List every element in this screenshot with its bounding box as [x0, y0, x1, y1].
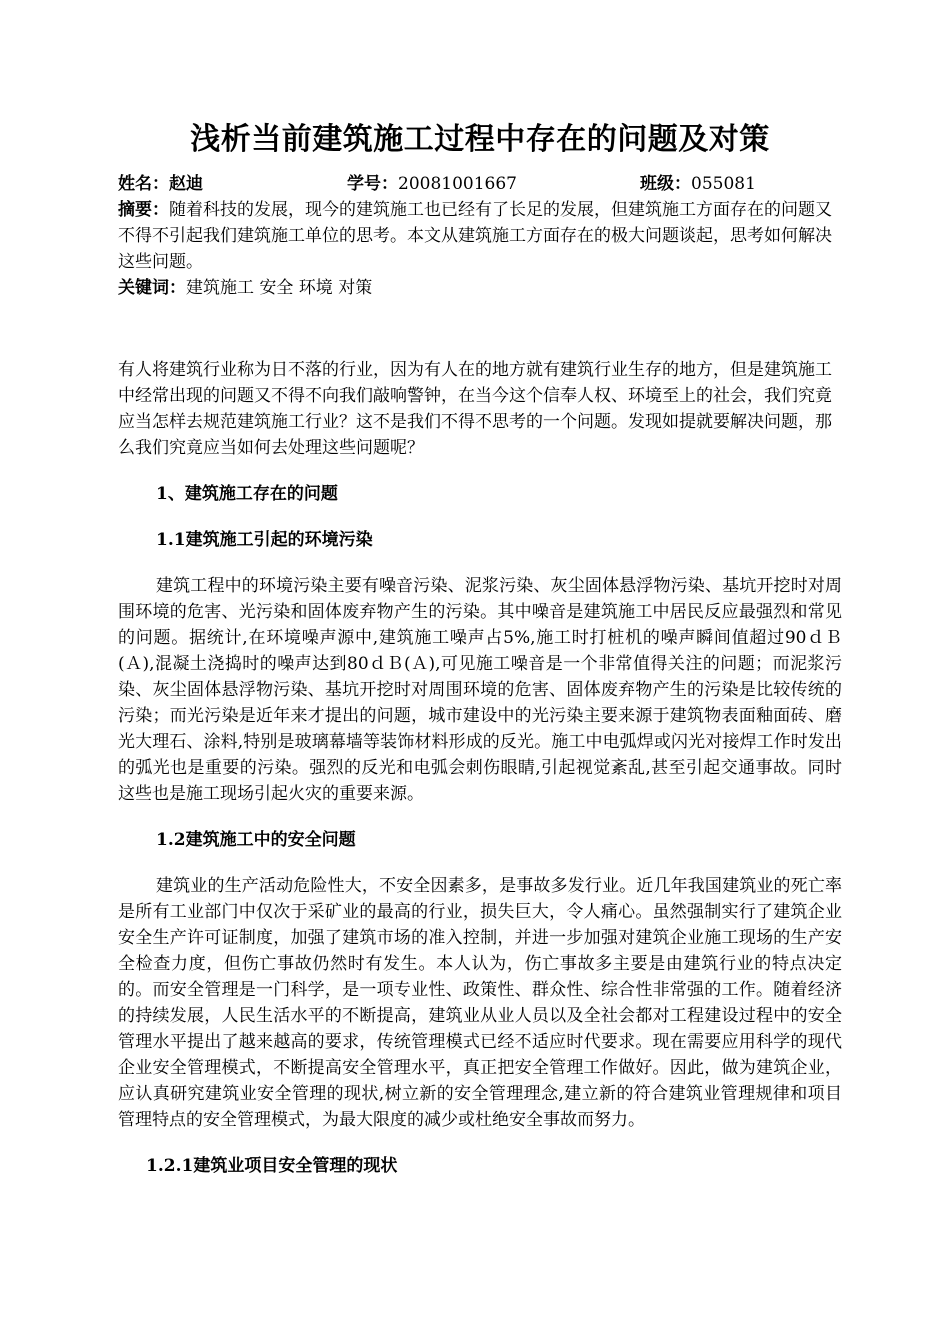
keywords: [118, 275, 842, 301]
section-1-1-heading: 1.1建筑施工引起的环境污染: [156, 530, 373, 550]
section-1-heading: 1、建筑施工存在的问题: [156, 484, 338, 504]
abstract-label: 摘要：: [118, 200, 169, 220]
intro-paragraph: 有人将建筑行业称为日不落的行业，因为有人在的地方就有建筑行业生存的地方，但是建筑施工中经常出现的问题又不得不向我们敲响警钟，在当今这个信奉人权、环境至上的社会，我们究竟应当怎样去规范建筑施工行业？这不是我们不得不思考的一个问题。发现如提就要解决问题，那么我们究竟应当如何去处理这些问题呢？: [118, 360, 832, 458]
keywords-text: 建筑施工 安全 环境 对策: [186, 278, 373, 298]
author-info-row: [118, 171, 842, 197]
class-value: 055081: [691, 174, 756, 194]
student-id-value: 20081001667: [398, 174, 517, 194]
section-1-1-paragraph: 建筑工程中的环境污染主要有噪音污染、泥浆污染、灰尘固体悬浮物污染、基坑开挖时对周围环境的危害、光污染和固体废弃物产生的污染。其中噪音是建筑施工中居民反应最强烈和常见的问题。据统计,在环境噪声源中,建筑施工噪声占5%,施工时打桩机的噪声瞬间值超过90ｄＢ(Ａ),混凝土浇捣时的噪声达到80ｄＢ(Ａ),可见施工噪音是一个非常值得关注的问题；而泥浆污染、灰尘固体悬浮物污染、基坑开挖时对周围环境的危害、固体废弃物产生的污染是比较传统的污染；而光污染是近年来才提出的问题，城市建设中的光污染主要来源于建筑物表面釉面砖、磨光大理石、涂料,特别是玻璃幕墙等装饰材料形成的反光。施工中电弧焊或闪光对接焊工作时发出的弧光也是重要的污染。强烈的反光和电弧会刺伤眼睛,引起视觉紊乱,甚至引起交通事故。同时这些也是施工现场引起火灾的重要来源。: [118, 576, 842, 804]
section-1-2-heading: 1.2建筑施工中的安全问题: [156, 830, 356, 850]
student-id-label: 学号：: [347, 174, 398, 194]
name-label: 姓名：: [118, 174, 169, 194]
keywords-label: 关键词：: [118, 278, 186, 298]
document-title: 浅析当前建筑施工过程中存在的问题及对策: [190, 122, 770, 157]
author-name: [118, 171, 203, 197]
section-1-2-1-heading: 1.2.1建筑业项目安全管理的现状: [146, 1156, 398, 1176]
abstract: [118, 197, 842, 275]
section-1-2-paragraph: 建筑业的生产活动危险性大，不安全因素多，是事故多发行业。近几年我国建筑业的死亡率是所有工业部门中仅次于采矿业的最高的行业，损失巨大，令人痛心。虽然强制实行了建筑企业安全生产许可证制度，加强了建筑市场的准入控制，并进一步加强对建筑企业施工现场的生产安全检查力度，但伤亡事故仍然时有发生。本人认为，伤亡事故多主要是由建筑行业的特点决定的。而安全管理是一门科学，是一项专业性、政策性、群众性、综合性非常强的工作。随着经济的持续发展，人民生活水平的不断提高，建筑业从业人员以及全社会都对工程建设过程中的安全管理水平提出了越来越高的要求，传统管理模式已经不适应时代要求。现在需要应用科学的现代企业安全管理模式，不断提高安全管理水平，真正把安全管理工作做好。因此，做为建筑企业，应认真研究建筑业安全管理的现状,树立新的安全管理理念,建立新的符合建筑业管理规律和项目管理特点的安全管理模式，为最大限度的减少或杜绝安全事故而努力。: [118, 876, 842, 1130]
class-id: [640, 171, 756, 197]
abstract-text: 随着科技的发展，现今的建筑施工也已经有了长足的发展，但建筑施工方面存在的问题又不得不引起我们建筑施工单位的思考。本文从建筑施工方面存在的极大问题谈起，思考如何解决这些问题。: [118, 200, 832, 272]
name-value: 赵迪: [169, 174, 203, 194]
student-id: [347, 171, 517, 197]
class-label: 班级：: [640, 174, 691, 194]
document-page: [118, 118, 842, 1179]
